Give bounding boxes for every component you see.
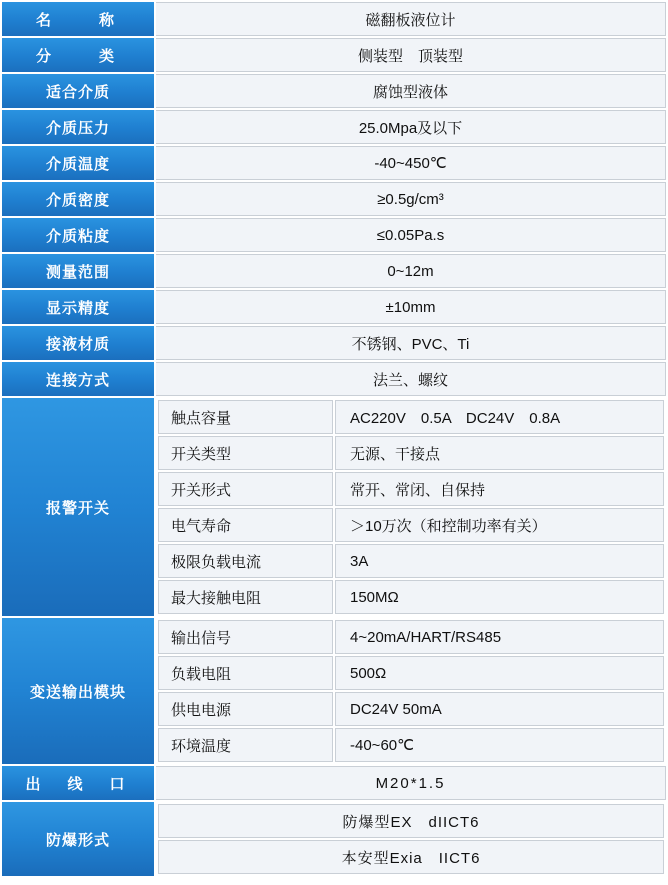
row-value: 磁翻板液位计 (156, 2, 666, 36)
sub-value: 150MΩ (335, 580, 664, 614)
sub-value: DC24V 50mA (335, 692, 664, 726)
sub-key: 负载电阻 (158, 656, 333, 690)
list-item (158, 728, 664, 762)
list-item (158, 656, 664, 690)
row-label: 名 称 (2, 2, 154, 36)
sub-value: ＞10万次（和控制功率有关） (335, 508, 664, 542)
group-label-alarm: 报警开关 (2, 398, 154, 616)
row-value: ≥0.5g/cm³ (156, 182, 666, 216)
row-value: 法兰、螺纹 (156, 362, 666, 396)
row-value: 不锈钢、PVC、Ti (156, 326, 666, 360)
sub-value: 3A (335, 544, 664, 578)
table-row (2, 38, 666, 72)
row-value: ≤0.05Pa.s (156, 218, 666, 252)
list-item (158, 400, 664, 434)
row-value: 侧装型 顶装型 (156, 38, 666, 72)
table-row-group-explosion (2, 802, 666, 876)
row-value: 25.0Mpa及以下 (156, 110, 666, 144)
row-label: 分 类 (2, 38, 154, 72)
list-item (158, 840, 664, 874)
row-label: 出 线 口 (2, 766, 154, 800)
table-row (2, 326, 666, 360)
sub-key: 极限负载电流 (158, 544, 333, 578)
group-label-explosion: 防爆形式 (2, 802, 154, 876)
sub-key: 电气寿命 (158, 508, 333, 542)
table-row (2, 290, 666, 324)
sub-value: AC220V 0.5A DC24V 0.8A (335, 400, 664, 434)
row-label: 适合介质 (2, 74, 154, 108)
list-item (158, 508, 664, 542)
list-item (158, 472, 664, 506)
row-label: 测量范围 (2, 254, 154, 288)
group-label-transmitter: 变送输出模块 (2, 618, 154, 764)
row-label: 介质压力 (2, 110, 154, 144)
row-label: 介质密度 (2, 182, 154, 216)
sub-key: 供电电源 (158, 692, 333, 726)
row-label: 接液材质 (2, 326, 154, 360)
row-value: -40~450℃ (156, 146, 666, 180)
table-row (2, 110, 666, 144)
list-item (158, 620, 664, 654)
sub-key: 最大接触电阻 (158, 580, 333, 614)
row-value: 0~12m (156, 254, 666, 288)
table-row (2, 362, 666, 396)
list-item (158, 580, 664, 614)
table-row (2, 254, 666, 288)
row-label: 介质粘度 (2, 218, 154, 252)
sub-value: -40~60℃ (335, 728, 664, 762)
row-value: M20*1.5 (156, 766, 666, 800)
sub-key: 触点容量 (158, 400, 333, 434)
table-row-group-transmitter (2, 618, 666, 764)
explosion-subtable (156, 802, 666, 876)
sub-value: 500Ω (335, 656, 664, 690)
transmitter-subtable (156, 618, 666, 764)
row-label: 连接方式 (2, 362, 154, 396)
sub-key: 开关形式 (158, 472, 333, 506)
table-row (2, 218, 666, 252)
row-label: 显示精度 (2, 290, 154, 324)
sub-value: 4~20mA/HART/RS485 (335, 620, 664, 654)
list-item (158, 692, 664, 726)
alarm-subtable (156, 398, 666, 616)
row-value: 腐蚀型液体 (156, 74, 666, 108)
sub-key: 开关类型 (158, 436, 333, 470)
table-row (2, 182, 666, 216)
row-label: 介质温度 (2, 146, 154, 180)
sub-value: 防爆型EX dIICT6 (158, 804, 664, 838)
sub-key: 环境温度 (158, 728, 333, 762)
table-row (2, 2, 666, 36)
table-row (2, 766, 666, 800)
sub-value: 无源、干接点 (335, 436, 664, 470)
spec-table-body (2, 2, 666, 876)
sub-value: 本安型Exia IICT6 (158, 840, 664, 874)
table-row-group-alarm (2, 398, 666, 616)
table-row (2, 74, 666, 108)
table-row (2, 146, 666, 180)
sub-value: 常开、常闭、自保持 (335, 472, 664, 506)
group-rows-transmitter (156, 618, 666, 764)
sub-key: 输出信号 (158, 620, 333, 654)
group-rows-explosion (156, 802, 666, 876)
group-rows-alarm (156, 398, 666, 616)
list-item (158, 804, 664, 838)
row-value: ±10mm (156, 290, 666, 324)
list-item (158, 436, 664, 470)
list-item (158, 544, 664, 578)
